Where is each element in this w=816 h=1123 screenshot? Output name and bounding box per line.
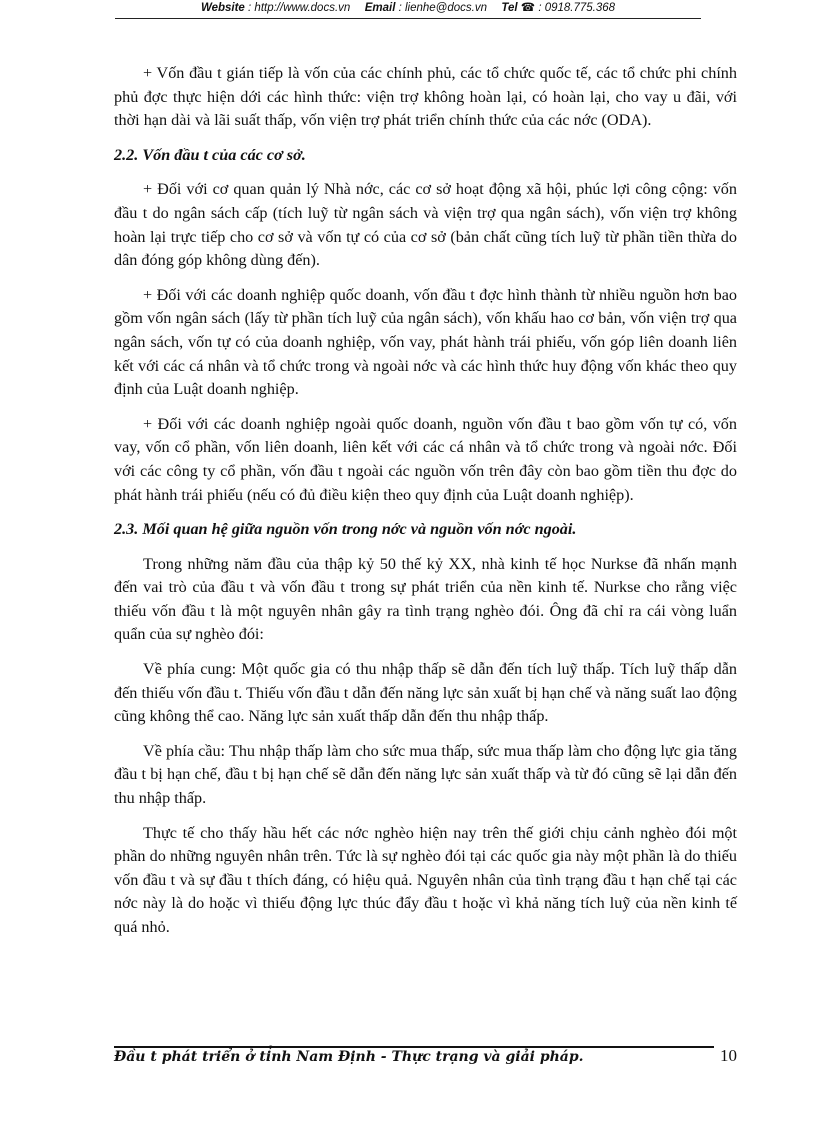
paragraph-state-agencies: + Đối với cơ quan quản lý Nhà nớc, các cơ sở hoạt động xã hội, phúc lợi công cộng: vốn đầu t do ngân sách cấp (tích luỹ từ ngân sách và viện trợ qua ngân sách), vốn viện trợ không hoàn lại trực tiếp cho cơ sở và vốn tự có của cơ sở (bản chất cũng tích luỹ từ phần tiền thừa do dân đóng góp không dùng đến). (114, 180, 737, 270)
tel-label: Tel (501, 2, 518, 14)
paragraph-nurkse: Trong những năm đầu của thập kỷ 50 thế kỷ XX, nhà kinh tế học Nurkse đã nhấn mạnh đến vai trò của đầu t và vốn đầu t trong sự phát triển của nền kinh tế. Nurkse cho rằng việc thiếu vốn đầu t là một nguyên nhân gây ra tình trạng nghèo đói. Ông đã chỉ ra cái vòng luẩn quẩn của sự nghèo đói: (114, 554, 737, 644)
section-heading-2-3: 2.3. Mối quan hệ giữa nguồn vốn trong nớc và nguồn vốn nớc ngoài. (114, 520, 577, 539)
email-label: Email (364, 2, 396, 14)
paragraph-indirect-investment: + Vốn đầu t gián tiếp là vốn của các chính phủ, các tổ chức quốc tế, các tổ chức phi chính phủ đợc thực hiện dới các hình thức: viện trợ không hoàn lại, có hoàn lại, cho vay u đãi, với thời hạn dài và lãi suất thấp, vốn viện trợ phát triển chính thức của các nớc (ODA). (114, 64, 737, 130)
paragraph-demand-side: Về phía cầu: Thu nhập thấp làm cho sức mua thấp, sức mua thấp làm cho động lực gia tăng đầu t bị hạn chế, đầu t bị hạn chế sẽ dẫn đến năng lực sản xuất thấp và từ đó cũng sẽ lại dẫn đến thu nhập thấp. (114, 741, 737, 808)
document-body (114, 62, 737, 951)
paragraph-private-enterprises: + Đối với các doanh nghiệp ngoài quốc doanh, nguồn vốn đầu t bao gồm vốn tự có, vốn vay, vốn cổ phần, vốn liên doanh, liên kết với các cá nhân và tổ chức trong và ngoài nớc. Đối với các công ty cổ phần, vốn đầu t ngoài các nguồn vốn trên đây còn bao gồm tiền thu đợc do phát hành trái phiếu (nếu có đủ điều kiện theo quy định của Luật doanh nghiệp). (114, 414, 737, 504)
tel-number: ☎ : 0918.775.368 (520, 2, 616, 14)
website-label: Website (200, 2, 245, 14)
website-url[interactable]: : http://www.docs.vn (248, 2, 351, 14)
page-number: 10 (720, 1046, 737, 1065)
email-address[interactable]: : lienhe@docs.vn (398, 2, 487, 14)
header-rule (115, 18, 701, 19)
paragraph-state-enterprises: + Đối với các doanh nghiệp quốc doanh, vốn đầu t đợc hình thành từ nhiều nguồn hơn bao gồm vốn ngân sách (lấy từ phần tích luỹ của ngân sách), vốn khấu hao cơ bản, vốn viện trợ qua ngân sách, vốn tự có của doanh nghiệp, vốn vay, phát hành trái phiếu, vốn góp liên doanh liên kết với các cá nhân và tổ chức trong và ngoài nớc và các hình thức huy động vốn khác theo quy định của Luật doanh nghiệp. (114, 285, 737, 399)
site-header (0, 0, 816, 18)
section-heading-2-2: 2.2. Vốn đầu t của các cơ sở. (114, 145, 306, 164)
footer-document-title: Đầu t phát triển ở tỉnh Nam Định - Thực trạng và giải pháp. (114, 1049, 584, 1065)
paragraph-supply-side: Về phía cung: Một quốc gia có thu nhập thấp sẽ dẫn đến tích luỹ thấp. Tích luỹ thấp dẫn đến thiếu vốn đầu t. Thiếu vốn đầu t dẫn đến năng lực sản xuất bị hạn chế và năng suất lao động cũng không thể cao. Năng lực sản xuất thấp dẫn đến thu nhập thấp. (114, 660, 737, 726)
paragraph-reality: Thực tế cho thấy hầu hết các nớc nghèo hiện nay trên thế giới chịu cảnh nghèo đói một phần do những nguyên nhân trên. Tức là sự nghèo đói tại các quốc gia này một phần là do thiếu vốn đầu t và sự đầu t thích đáng, có hiệu quả. Nguyên nhân của tình trạng đầu t hạn chế tại các nớc này là do hoặc vì thiếu động lực thúc đẩy đầu t hoặc vì khả năng tích luỹ của nền kinh tế quá nhỏ. (114, 823, 737, 936)
